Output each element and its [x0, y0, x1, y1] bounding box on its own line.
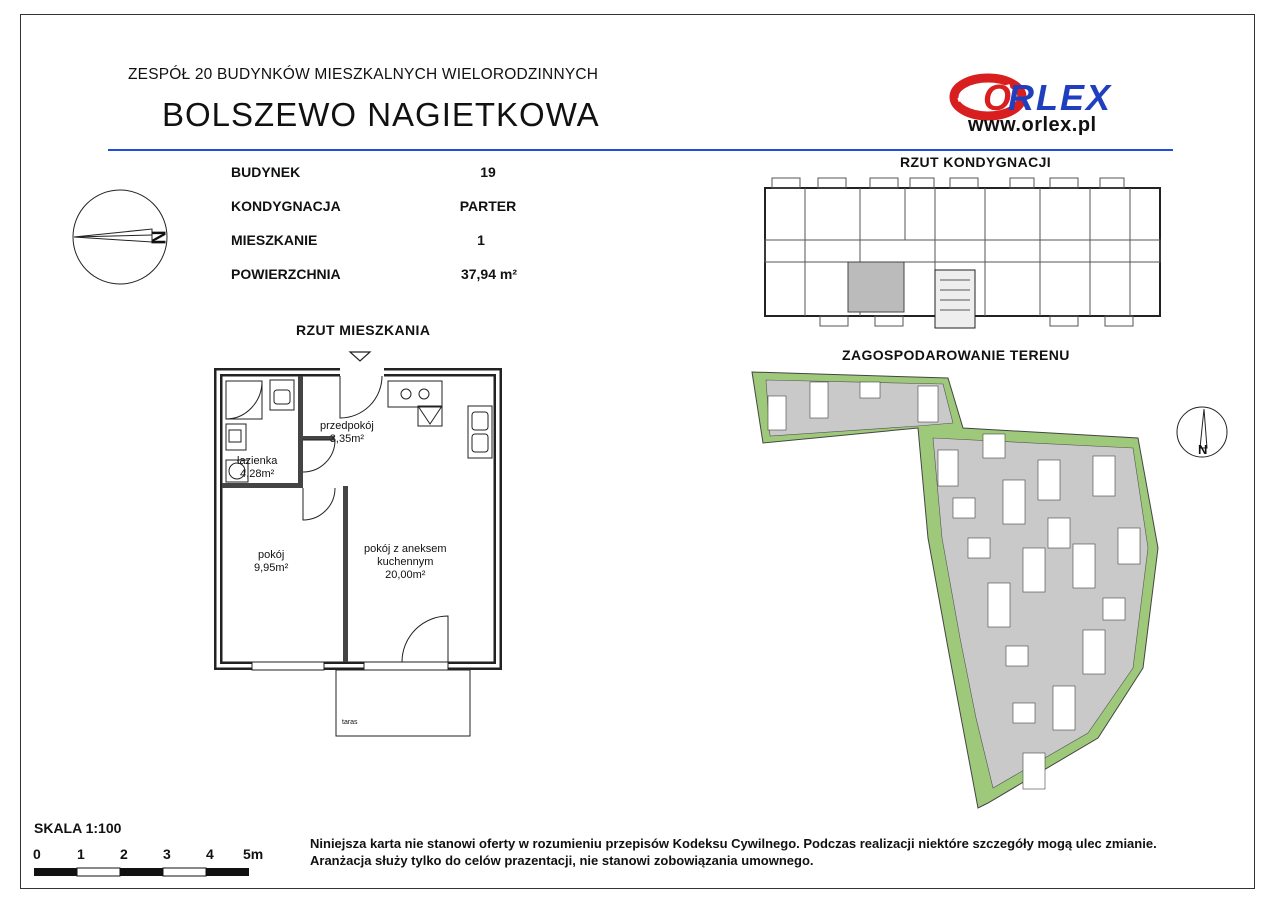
site-plan-title: ZAGOSPODAROWANIE TERENU	[842, 347, 1070, 363]
info-value-building: 19	[480, 164, 496, 180]
room-label-hall: przedpokój 3,35m²	[320, 420, 374, 445]
scale-bar	[34, 866, 260, 878]
compass-right-letter: N	[1198, 442, 1208, 457]
room-label-room: pokój 9,95m²	[254, 549, 289, 574]
info-label-apartment: MIESZKANIE	[231, 232, 318, 248]
room-label-bathroom: łazienka 4,28m²	[237, 455, 278, 480]
apartment-floor-plan	[212, 346, 512, 741]
scale-tick-0: 0	[33, 846, 41, 862]
info-label-area: POWIERZCHNIA	[231, 266, 341, 282]
apartment-plan-title: RZUT MIESZKANIA	[296, 322, 431, 338]
building-floor-plan	[760, 170, 1165, 335]
scale-tick-5: 5m	[243, 846, 264, 862]
project-subtitle: ZESPÓŁ 20 BUDYNKÓW MIESZKALNYCH WIELORODZINNYCH	[128, 66, 599, 83]
room-label-terrace: taras	[342, 719, 358, 726]
floor-plan-title: RZUT KONDYGNACJI	[900, 154, 1052, 170]
disclaimer-line-1: Niniejsza karta nie stanowi oferty w rozumieniu przepisów Kodeksu Cywilnego. Podczas realizacji niektóre szczegóły mogą ulec zmianie.	[310, 836, 1157, 851]
scale-label: SKALA 1:100	[34, 820, 122, 836]
info-value-area: 37,94 m²	[460, 266, 518, 282]
scale-tick-2: 2	[120, 846, 128, 862]
project-title: BOLSZEWO NAGIETKOWA	[162, 96, 600, 133]
room-label-living: pokój z aneksem kuchennym 20,00m²	[364, 543, 447, 581]
scale-tick-3: 3	[163, 846, 171, 862]
info-label-floor: KONDYGNACJA	[231, 198, 341, 214]
disclaimer-line-2: Aranżacja służy tylko do celów prazentacji, nie stanowi zobowiązania umownego.	[310, 853, 814, 868]
brand-url[interactable]: www.orlex.pl	[968, 114, 1097, 136]
info-label-building: BUDYNEK	[231, 164, 301, 180]
site-plan-map	[748, 368, 1168, 813]
scale-tick-1: 1	[77, 846, 85, 862]
header-divider	[108, 149, 1173, 151]
svg-text:O: O	[983, 77, 1012, 118]
compass-left-letter: N	[146, 230, 169, 245]
scale-tick-4: 4	[206, 846, 214, 862]
svg-text:RLEX: RLEX	[1008, 77, 1113, 118]
info-value-apartment: 1	[477, 232, 485, 248]
info-value-floor: PARTER	[459, 198, 517, 214]
